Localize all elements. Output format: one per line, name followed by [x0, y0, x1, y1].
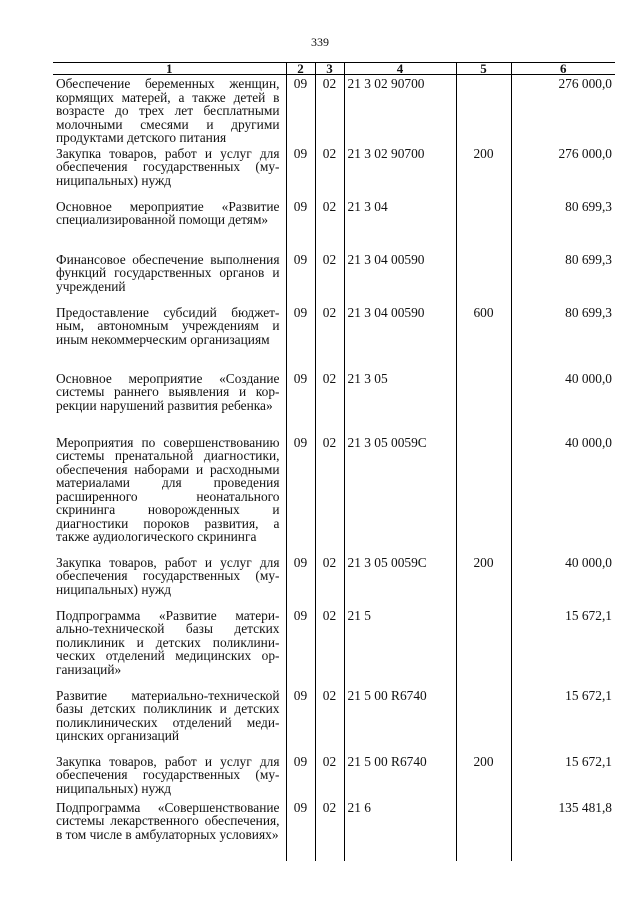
row-section: 09 [286, 370, 315, 434]
row-target-code: 21 3 05 [344, 370, 456, 434]
table-row [53, 434, 615, 554]
row-name: Основное мероприятие «Создание системы раннего выявления и коррекции нарушений развития ребенка» [56, 370, 280, 413]
row-name: Мероприятия по совершенствованию системы пренатальной диагностики, обеспечения наборами и расходными материалами для проведения расширенного неонатального скрининга новорожденных и диагностики пороков развития, а также аудиологического скрининга [56, 434, 280, 544]
table-header-row [53, 63, 615, 75]
column-header: 1 [53, 63, 286, 75]
table-row [53, 145, 615, 198]
row-amount: 80 699,3 [511, 198, 615, 251]
row-target-code: 21 3 02 90700 [344, 75, 456, 145]
row-target-code: 21 3 04 [344, 198, 456, 251]
column-header: 3 [315, 63, 344, 75]
row-subsection: 02 [315, 687, 344, 753]
row-section: 09 [286, 799, 315, 861]
table-row [53, 251, 615, 304]
row-expense-type [456, 251, 511, 304]
row-name: Закупка товаров, работ и услуг для обеспечения государственных (муниципальных) нужд [56, 145, 280, 188]
row-subsection: 02 [315, 75, 344, 145]
row-target-code: 21 5 00 R6740 [344, 753, 456, 799]
row-name: Основное мероприятие «Развитие специализированной помощи детям» [56, 198, 280, 227]
row-expense-type [456, 799, 511, 861]
row-section: 09 [286, 607, 315, 687]
row-section: 09 [286, 198, 315, 251]
row-name: Закупка товаров, работ и услуг для обеспечения государственных (муниципальных) нужд [56, 753, 280, 796]
row-expense-type [456, 687, 511, 753]
row-subsection: 02 [315, 434, 344, 554]
row-expense-type: 200 [456, 554, 511, 607]
row-subsection: 02 [315, 554, 344, 607]
row-section: 09 [286, 75, 315, 145]
row-expense-type [456, 607, 511, 687]
row-expense-type: 200 [456, 145, 511, 198]
row-target-code: 21 5 [344, 607, 456, 687]
row-target-code: 21 3 02 90700 [344, 145, 456, 198]
budget-table [53, 62, 615, 861]
table-row [53, 370, 615, 434]
row-subsection: 02 [315, 370, 344, 434]
row-amount: 80 699,3 [511, 304, 615, 370]
column-header: 5 [456, 63, 511, 75]
row-amount: 276 000,0 [511, 75, 615, 145]
column-header: 6 [511, 63, 615, 75]
row-subsection: 02 [315, 799, 344, 861]
row-subsection: 02 [315, 753, 344, 799]
row-target-code: 21 6 [344, 799, 456, 861]
column-header: 2 [286, 63, 315, 75]
row-name: Подпрограмма «Совершенствование системы лекарственного обеспечения, в том числе в амбулаторных условиях» [56, 799, 280, 842]
row-amount: 40 000,0 [511, 434, 615, 554]
row-amount: 276 000,0 [511, 145, 615, 198]
row-expense-type [456, 370, 511, 434]
row-subsection: 02 [315, 304, 344, 370]
row-target-code: 21 3 05 0059С [344, 554, 456, 607]
row-subsection: 02 [315, 607, 344, 687]
row-amount: 15 672,1 [511, 753, 615, 799]
row-amount: 40 000,0 [511, 554, 615, 607]
row-target-code: 21 5 00 R6740 [344, 687, 456, 753]
column-header: 4 [344, 63, 456, 75]
table-row [53, 799, 615, 861]
row-name: Обеспечение беременных женщин, кормящих матерей, а также детей в возрасте до трех лет бесплатными молочными смесями и другими продуктами детского питания [56, 76, 280, 145]
table-row [53, 75, 615, 145]
row-amount: 135 481,8 [511, 799, 615, 861]
row-amount: 15 672,1 [511, 607, 615, 687]
row-subsection: 02 [315, 251, 344, 304]
row-expense-type [456, 198, 511, 251]
row-expense-type [456, 434, 511, 554]
table-row [53, 198, 615, 251]
row-section: 09 [286, 145, 315, 198]
row-section: 09 [286, 434, 315, 554]
row-name: Предоставление субсидий бюджетным, автономным учреждениям и иным некоммерческим организациям [56, 304, 280, 347]
row-target-code: 21 3 04 00590 [344, 304, 456, 370]
row-subsection: 02 [315, 145, 344, 198]
table-row [53, 753, 615, 799]
row-section: 09 [286, 304, 315, 370]
row-name: Подпрограмма «Развитие материально-технической базы детских поликлиник и детских поликлинических отделений медицинских организаций» [56, 607, 280, 677]
row-target-code: 21 3 04 00590 [344, 251, 456, 304]
table-row [53, 607, 615, 687]
row-amount: 15 672,1 [511, 687, 615, 753]
table-row [53, 304, 615, 370]
row-section: 09 [286, 251, 315, 304]
row-amount: 80 699,3 [511, 251, 615, 304]
row-name: Закупка товаров, работ и услуг для обеспечения государственных (муниципальных) нужд [56, 554, 280, 597]
row-section: 09 [286, 687, 315, 753]
row-section: 09 [286, 753, 315, 799]
row-expense-type [456, 75, 511, 145]
row-subsection: 02 [315, 198, 344, 251]
row-expense-type: 200 [456, 753, 511, 799]
table-row [53, 687, 615, 753]
row-section: 09 [286, 554, 315, 607]
row-expense-type: 600 [456, 304, 511, 370]
table-row [53, 554, 615, 607]
page-number: 339 [311, 35, 329, 49]
row-name: Развитие материально-технической базы детских поликлиник и детских поликлинических отделений медицинских организаций [56, 687, 280, 743]
row-amount: 40 000,0 [511, 370, 615, 434]
row-name: Финансовое обеспечение выполнения функций государственных органов и учреждений [56, 251, 280, 294]
row-target-code: 21 3 05 0059С [344, 434, 456, 554]
